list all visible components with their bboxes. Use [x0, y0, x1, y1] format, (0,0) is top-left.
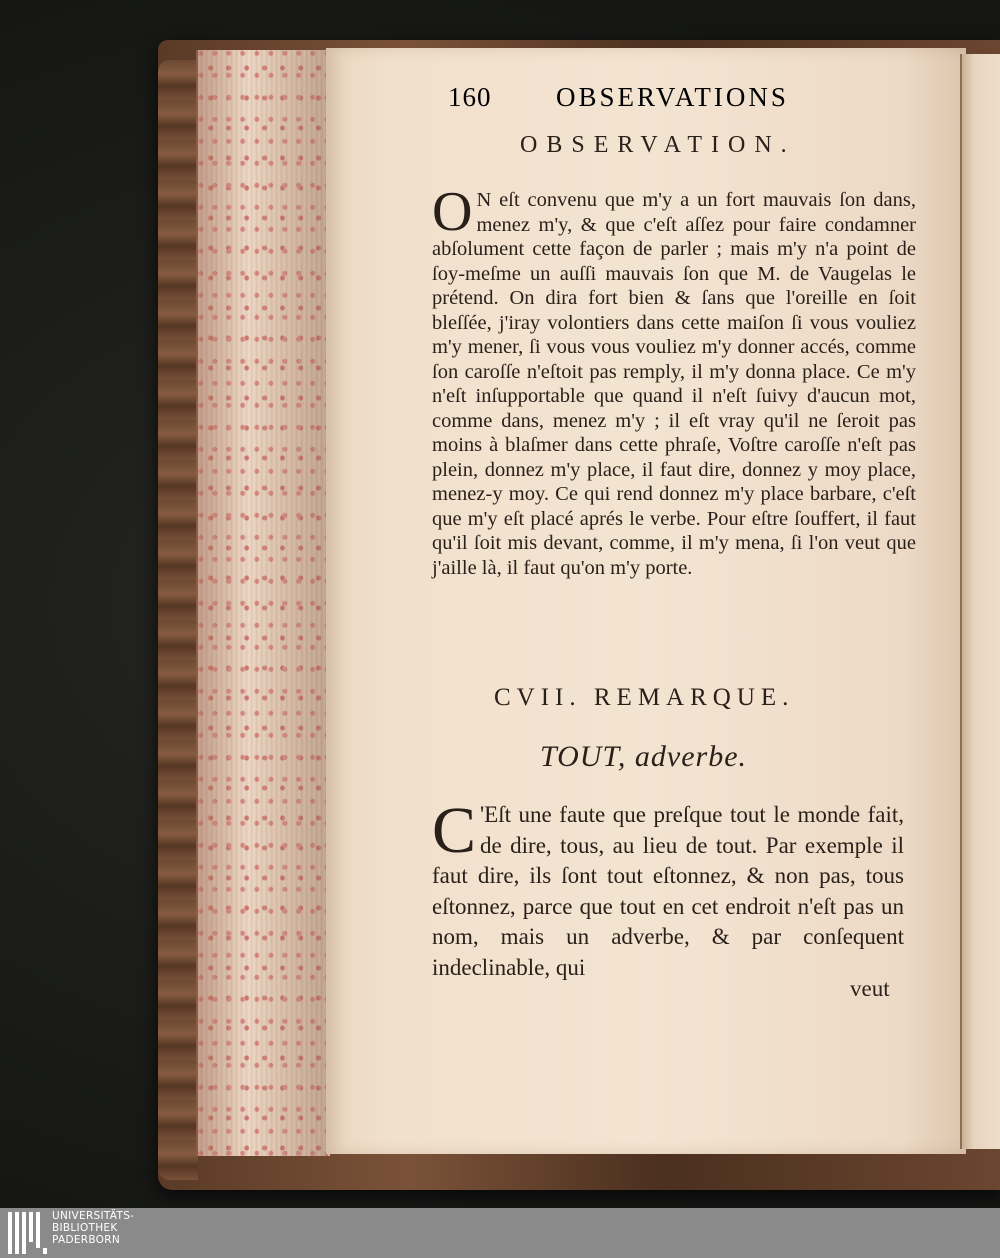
remarque-heading: CVII. REMARQUE. — [494, 684, 795, 711]
library-name-line1: UNIVERSITÄTS- — [52, 1210, 135, 1222]
facing-page-edge — [960, 54, 1000, 1149]
observation-paragraph — [432, 181, 916, 580]
library-name-line3: PADERBORN — [52, 1234, 120, 1246]
library-name — [52, 1210, 134, 1246]
book-spine — [158, 60, 198, 1180]
running-title: OBSERVATIONS — [556, 82, 789, 112]
dropcap-c: C — [432, 794, 477, 867]
remarque-subheading: TOUT, adverbe. — [540, 740, 748, 773]
observation-text: N eſt convenu que m'y a un fort mauvais ſon dans, menez m'y, & que c'eſt aſſez pour faire condamner abſolument cette façon de parler ; mais m'y n'a point de ſoy-meſme un auſſi mauvais ſon que M. de Vaugelas le prétend. On dira fort bien & ſans que l'oreille en ſoit bleſſée, j'iray volontiers dans cette maiſon ſi vous vouliez m'y mener, ſi vous vous vouliez m'y donner accés, comme ſon caroſſe n'eſtoit pas remply, il m'y donna place. Ce m'y n'eſt inſupportable que quand il n'eſt ſuivy d'aucun mot, comme dans, menez m'y ; il eſt vray qu'il ne ſeroit pas moins à blaſmer dans cette phraſe, Voſtre caroſſe n'eſt pas plein, donnez m'y place, il faut dire, donnez y moy place, menez-y moy. Ce qui rend donnez m'y place barbare, c'eſt que m'y eſt placé aprés le verbe. Pour eſtre ſouffert, il faut qu'il ſoit mis devant, comme, il m'y mena, ſi l'on veut que j'aille là, il faut qu'on m'y porte. — [432, 189, 916, 579]
remarque-paragraph — [432, 794, 904, 983]
running-head — [448, 80, 888, 116]
library-name-line2: BIBLIOTHEK — [52, 1222, 118, 1234]
catchword: veut — [850, 976, 890, 1001]
dropcap-o: O — [432, 181, 473, 243]
page-edges-shade — [196, 50, 328, 1156]
page-number: 160 — [448, 82, 492, 112]
remarque-text: 'Eſt une faute que preſque tout le monde fait, de dire, tous, au lieu de tout. Par exemple il faut dire, ils ſont tout eſtonnez, & non pas, tous eſtonnez, parce que tout en cet endroit n'eſt pas un nom, mais un adverbe, & par conſequent indeclinable, qui — [432, 802, 904, 980]
library-logo-icon — [8, 1212, 48, 1254]
library-banner — [0, 1208, 1000, 1258]
observation-heading: OBSERVATION. — [520, 132, 796, 158]
